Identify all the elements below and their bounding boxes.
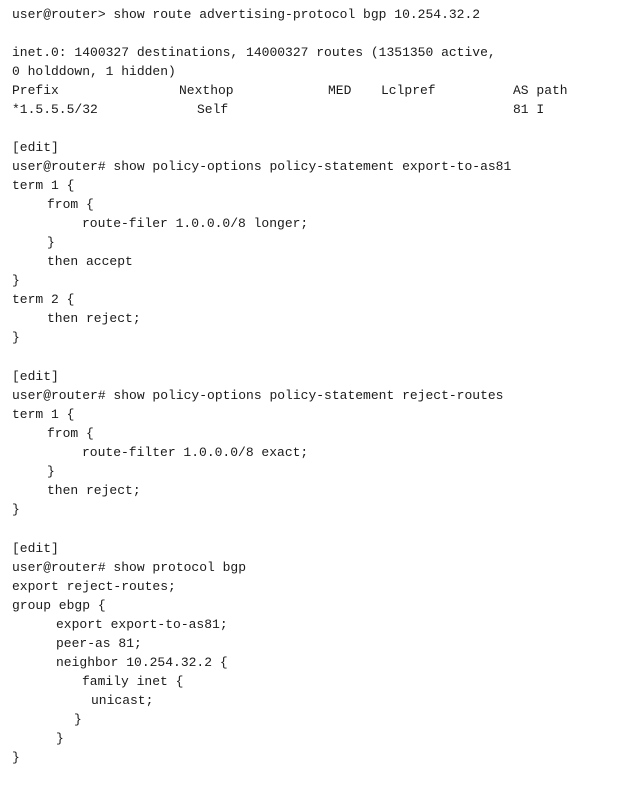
column-header-med: MED	[328, 83, 352, 98]
column-header-prefix: Prefix	[12, 83, 59, 98]
config-line: route-filer 1.0.0.0/8 longer;	[82, 216, 309, 231]
column-header-nexthop: Nexthop	[179, 83, 234, 98]
config-line: from {	[47, 197, 94, 212]
config-line: }	[12, 502, 20, 517]
config-line: export reject-routes;	[12, 579, 176, 594]
output-line: inet.0: 1400327 destinations, 14000327 routes (1351350 active,	[12, 45, 496, 60]
config-line: }	[12, 750, 20, 765]
config-line: }	[12, 273, 20, 288]
config-line: }	[56, 731, 64, 746]
edit-prompt: [edit]	[12, 369, 59, 384]
output-line: 0 holddown, 1 hidden)	[12, 64, 176, 79]
config-line: route-filter 1.0.0.0/8 exact;	[82, 445, 309, 460]
config-line: then accept	[47, 254, 133, 269]
config-line: peer-as 81;	[56, 636, 142, 651]
config-line: then reject;	[47, 483, 141, 498]
route-as-path: 81 I	[513, 102, 545, 117]
edit-prompt: [edit]	[12, 541, 59, 556]
config-line: }	[47, 464, 55, 479]
edit-prompt: [edit]	[12, 140, 59, 155]
config-line: term 1 {	[12, 178, 75, 193]
config-line: }	[47, 235, 55, 250]
config-line: export export-to-as81;	[56, 617, 228, 632]
command-line: user@router# show policy-options policy-statement reject-routes	[12, 388, 504, 403]
config-line: then reject;	[47, 311, 141, 326]
route-prefix: *1.5.5.5/32	[12, 102, 98, 117]
route-nexthop: Self	[197, 102, 229, 117]
config-line: unicast;	[91, 693, 154, 708]
config-line: }	[12, 330, 20, 345]
config-line: term 1 {	[12, 407, 75, 422]
command-line: user@router> show route advertising-protocol bgp 10.254.32.2	[12, 7, 481, 22]
command-line: user@router# show policy-options policy-statement export-to-as81	[12, 159, 512, 174]
config-line: group ebgp {	[12, 598, 106, 613]
config-line: neighbor 10.254.32.2 {	[56, 655, 228, 670]
command-line: user@router# show protocol bgp	[12, 560, 247, 575]
config-line: term 2 {	[12, 292, 75, 307]
config-line: family inet {	[82, 674, 184, 689]
column-header-as-path: AS path	[513, 83, 568, 98]
config-line: from {	[47, 426, 94, 441]
config-line: }	[74, 712, 82, 727]
column-header-lclpref: Lclpref	[381, 83, 436, 98]
